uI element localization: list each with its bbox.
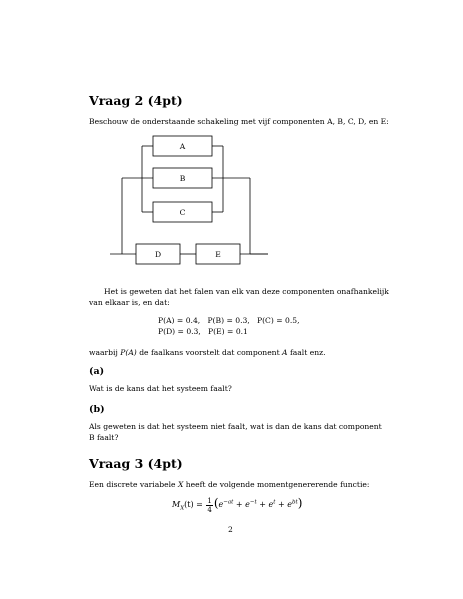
- waarbij-post: faalt enz.: [287, 348, 326, 357]
- formula-sub-x: X: [180, 505, 185, 512]
- fraction-numerator: 1: [207, 496, 212, 505]
- subquestion-a-label: (a): [89, 366, 105, 377]
- probabilities-line1: P(A) = 0.4, P(B) = 0.3, P(C) = 0.5,: [158, 316, 300, 325]
- formula-m: M: [172, 500, 181, 509]
- q3-intro-x: X: [177, 480, 184, 489]
- component-label-a: A: [179, 142, 186, 151]
- formula-e1: e: [218, 500, 224, 509]
- question-2-intro: Beschouw de onderstaande schakeling met vijf componenten A, B, C, D, en E:: [89, 117, 389, 126]
- formula-exp1: −at: [223, 499, 234, 506]
- component-label-b: B: [179, 174, 186, 183]
- formula-e4: e: [287, 500, 293, 509]
- formula-e2: e: [245, 500, 250, 509]
- subquestion-a-text: Wat is de kans dat het systeem faalt?: [89, 384, 232, 393]
- subquestion-b-label: (b): [89, 404, 105, 415]
- mgf-formula: $M_X(t)$ = $\frac{1}{4}$ $(e^{-at} + e^{-t} + e^t + e^{bt})$: [172, 496, 303, 514]
- component-label-c: C: [179, 208, 186, 217]
- formula-exp4: bt: [292, 499, 298, 506]
- formula-exp3: t: [273, 499, 276, 506]
- formula-arg: (t) =: [184, 500, 203, 509]
- waarbij-pre: waarbij: [89, 348, 121, 357]
- formula-e3: e: [268, 500, 274, 509]
- question-3-intro: [89, 479, 369, 490]
- q3-intro-pre: Een discrete variabele: [89, 480, 178, 489]
- component-label-d: D: [154, 250, 162, 259]
- paragraph-independence-line1: Het is geweten dat het falen van elk van deze componenten onafhankelijk: [104, 287, 389, 296]
- formula-fraction: [206, 497, 212, 514]
- component-label-e: E: [215, 250, 221, 259]
- page-number: 2: [228, 525, 233, 534]
- question-2-heading: Vraag 2 (4pt): [89, 93, 183, 108]
- circuit-diagram: [110, 132, 270, 268]
- question-3-heading: Vraag 3 (4pt): [89, 456, 183, 471]
- formula-paren-open: (: [213, 496, 219, 510]
- subquestion-b-line2: B faalt?: [89, 433, 119, 442]
- formula-paren-close: ): [297, 496, 303, 510]
- subquestion-b-line1: Als geweten is dat het systeem niet faalt, wat is dan de kans dat component: [89, 422, 382, 431]
- q3-intro-post: heeft de volgende momentgenererende functie:: [183, 480, 370, 489]
- formula-exp2: −t: [249, 499, 257, 506]
- waarbij-math: P(A): [120, 348, 137, 357]
- fraction-denominator: 4: [207, 505, 212, 514]
- paragraph-independence-line2: van elkaar is, en dat:: [89, 298, 170, 307]
- waarbij-component: A: [282, 348, 288, 357]
- waarbij-sentence: [89, 347, 326, 358]
- probabilities-line2: P(D) = 0.3, P(E) = 0.1: [158, 327, 248, 336]
- waarbij-mid: de faalkans voorstelt dat component: [136, 348, 283, 357]
